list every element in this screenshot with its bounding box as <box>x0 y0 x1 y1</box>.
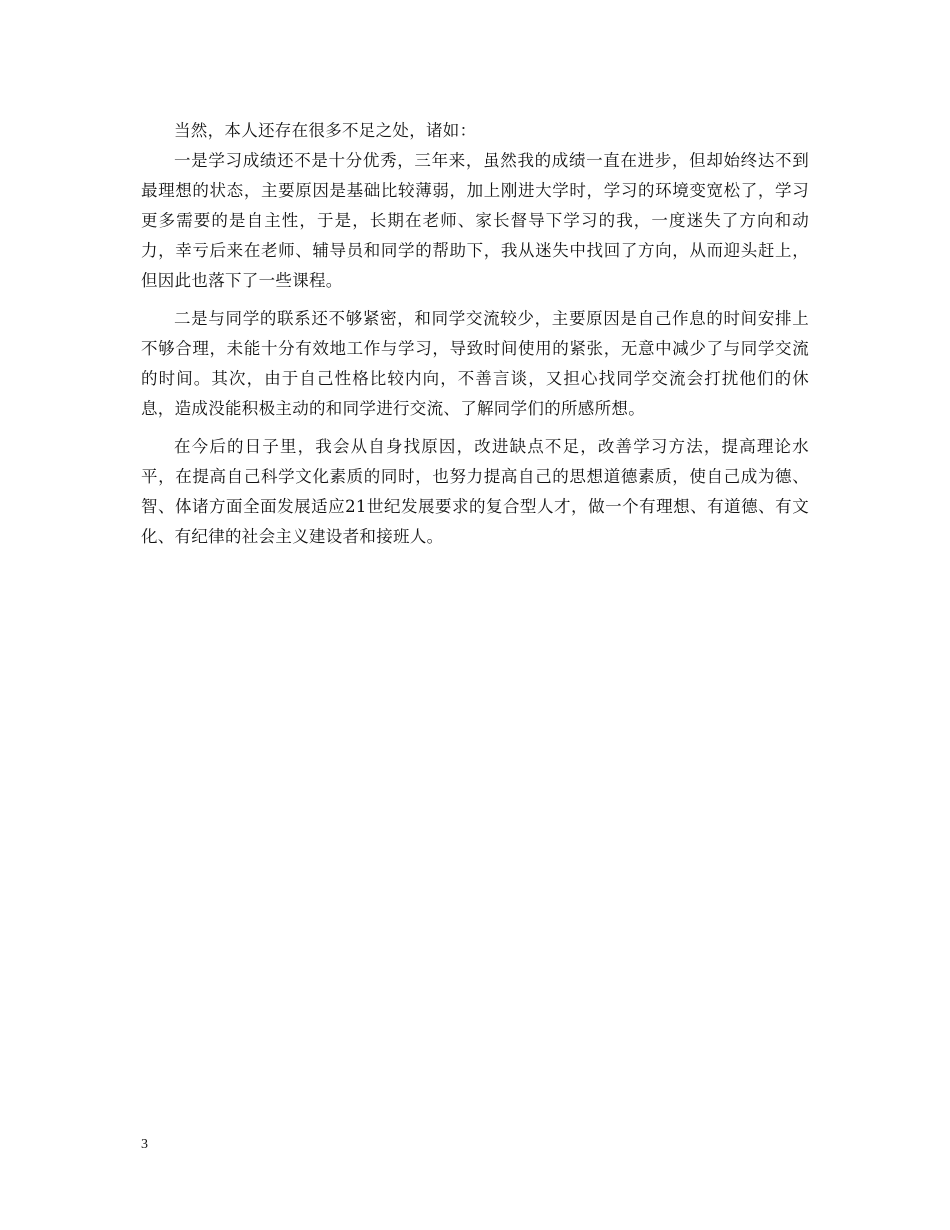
paragraph-first-shortcoming: 一是学习成绩还不是十分优秀，三年来，虽然我的成绩一直在进步，但却始终达不到最理想的状态，主要原因是基础比较薄弱，加上刚进大学时，学习的环境变宽松了，学习更多需要的是自主性，于是，长期在老师、家长督导下学习的我，一度迷失了方向和动力，幸亏后来在老师、辅导员和同学的帮助下，我从迷失中找回了方向，从而迎头赶上，但因此也落下了一些课程。 <box>141 151 809 290</box>
paragraph-intro: 当然，本人还存在很多不足之处，诸如： <box>174 121 477 140</box>
page-number: 3 <box>141 1137 148 1152</box>
paragraph-second-shortcoming: 二是与同学的联系还不够紧密，和同学交流较少，主要原因是自己作息的时间安排上不够合理，未能十分有效地工作与学习，导致时间使用的紧张，无意中减少了与同学交流的时间。其次，由于自己性格比较内向，不善言谈，又担心找同学交流会打扰他们的休息，造成没能积极主动的和同学进行交流、了解同学们的所感所想。 <box>141 309 809 418</box>
paragraph-future-plan: 在今后的日子里，我会从自身找原因，改进缺点不足，改善学习方法，提高理论水平，在提高自己科学文化素质的同时，也努力提高自己的思想道德素质，使自己成为德、智、体诸方面全面发展适应21世纪发展要求的复合型人才，做一个有理想、有道德、有文化、有纪律的社会主义建设者和接班人。 <box>141 437 809 546</box>
document-body <box>141 116 809 552</box>
